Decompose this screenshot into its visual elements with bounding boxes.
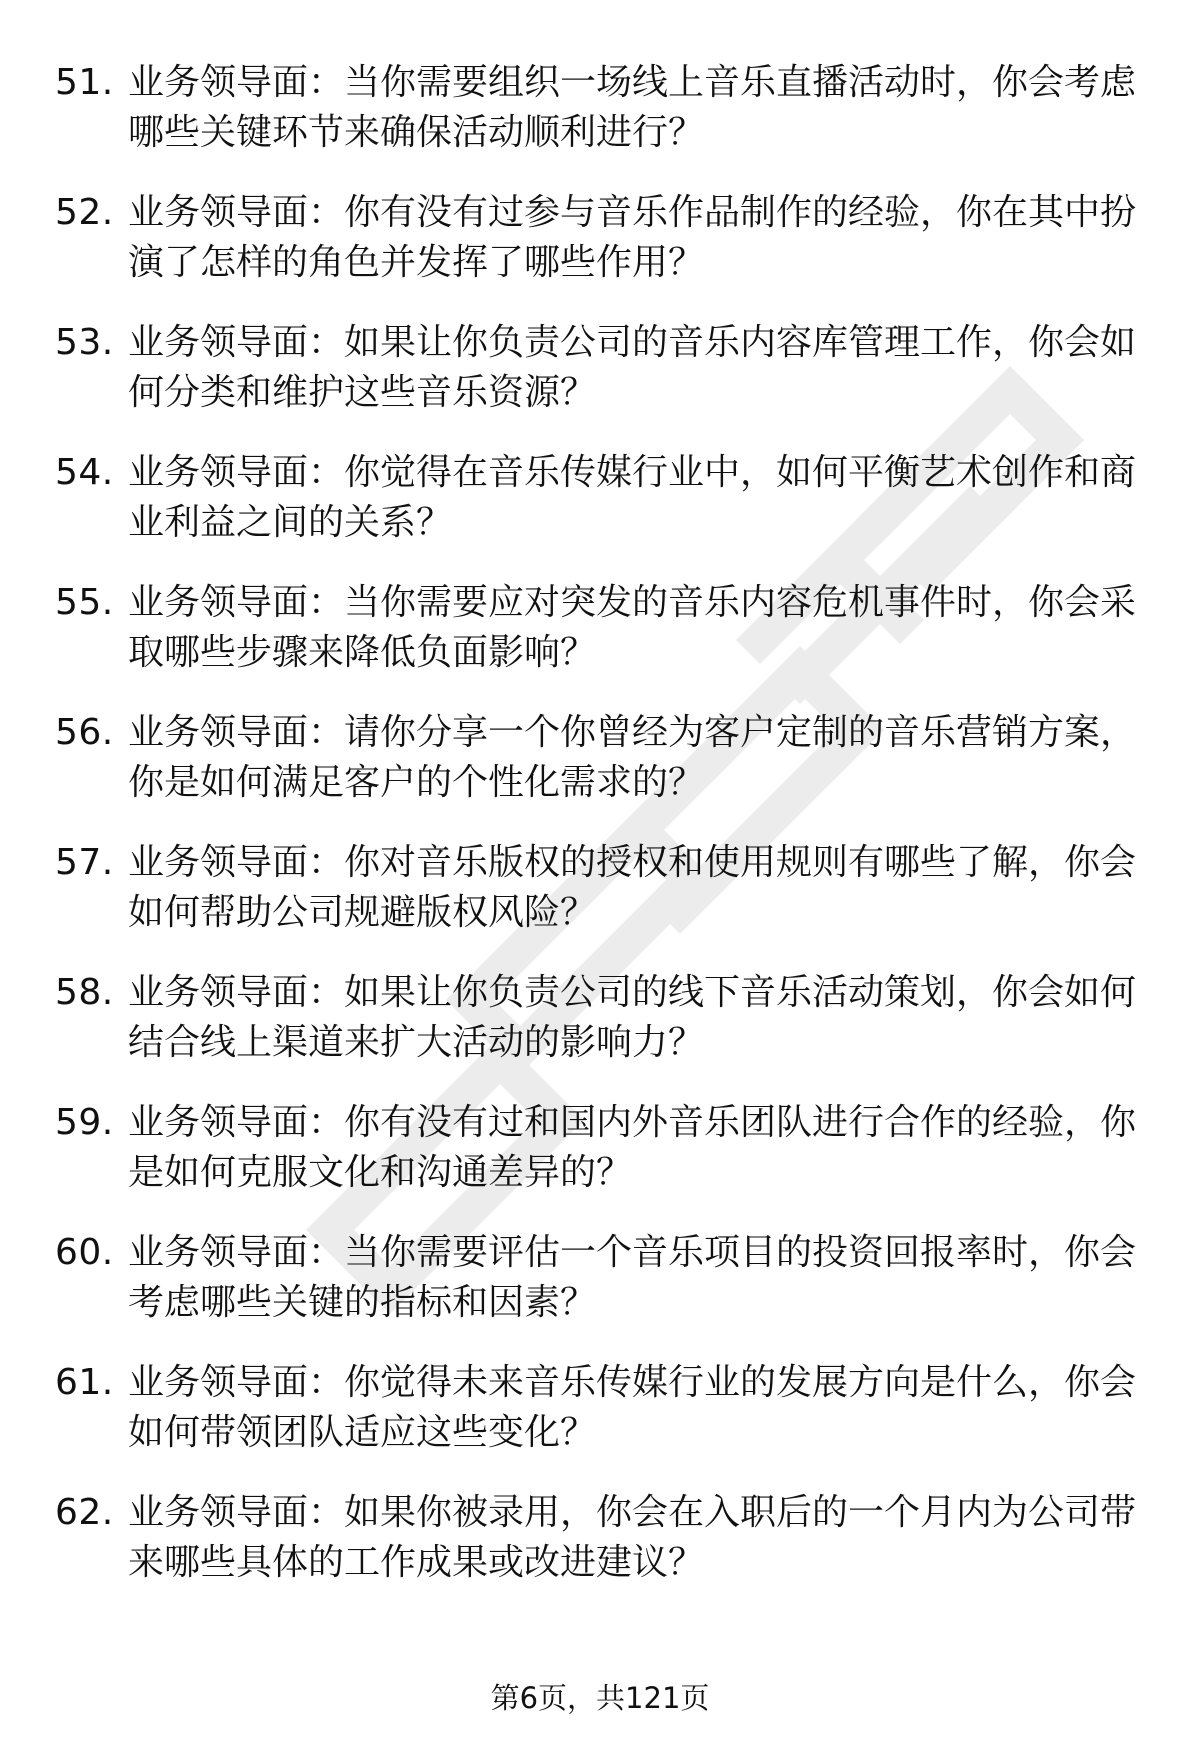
- question-item: [0, 188, 1200, 318]
- question-text: 业务领导面：你有没有过参与音乐作品制作的经验，你在其中扮演了怎样的角色并发挥了哪些作用？: [128, 192, 1137, 283]
- question-number: 60.: [55, 1232, 114, 1273]
- question-item: [0, 448, 1200, 578]
- question-text: 业务领导面：你觉得未来音乐传媒行业的发展方向是什么，你会如何带领团队适应这些变化？: [128, 1362, 1137, 1453]
- question-text: 业务领导面：你有没有过和国内外音乐团队进行合作的经验，你是如何克服文化和沟通差异的？: [128, 1102, 1137, 1193]
- question-number: 51.: [55, 62, 114, 103]
- question-number: 55.: [55, 582, 114, 623]
- question-item: [0, 318, 1200, 448]
- question-list: [0, 58, 1200, 1618]
- question-item: [0, 1098, 1200, 1228]
- question-number: 54.: [55, 452, 114, 493]
- question-number: 56.: [55, 712, 114, 753]
- question-text: 业务领导面：请你分享一个你曾经为客户定制的音乐营销方案，你是如何满足客户的个性化需求的？: [128, 712, 1137, 803]
- question-item: [0, 708, 1200, 838]
- page-footer: 第6页，共121页: [490, 1681, 710, 1715]
- question-item: [0, 968, 1200, 1098]
- question-item: [0, 578, 1200, 708]
- question-number: 53.: [55, 322, 114, 363]
- question-text: 业务领导面：当你需要应对突发的音乐内容危机事件时，你会采取哪些步骤来降低负面影响？: [128, 582, 1137, 673]
- question-number: 58.: [55, 972, 114, 1013]
- question-text: 业务领导面：当你需要组织一场线上音乐直播活动时，你会考虑哪些关键环节来确保活动顺利进行？: [128, 62, 1137, 153]
- question-number: 61.: [55, 1362, 114, 1403]
- question-number: 62.: [55, 1492, 114, 1533]
- question-number: 57.: [55, 842, 114, 883]
- question-text: 业务领导面：你对音乐版权的授权和使用规则有哪些了解，你会如何帮助公司规避版权风险？: [128, 842, 1137, 933]
- question-number: 52.: [55, 192, 114, 233]
- question-text: 业务领导面：你觉得在音乐传媒行业中，如何平衡艺术创作和商业利益之间的关系？: [128, 452, 1137, 543]
- question-item: [0, 58, 1200, 188]
- question-item: [0, 1358, 1200, 1488]
- question-item: [0, 838, 1200, 968]
- question-item: [0, 1488, 1200, 1618]
- question-item: [0, 1228, 1200, 1358]
- question-text: 业务领导面：如果你被录用，你会在入职后的一个月内为公司带来哪些具体的工作成果或改进建议？: [128, 1492, 1137, 1583]
- question-text: 业务领导面：当你需要评估一个音乐项目的投资回报率时，你会考虑哪些关键的指标和因素？: [128, 1232, 1137, 1323]
- question-text: 业务领导面：如果让你负责公司的线下音乐活动策划，你会如何结合线上渠道来扩大活动的影响力？: [128, 972, 1137, 1063]
- question-text: 业务领导面：如果让你负责公司的音乐内容库管理工作，你会如何分类和维护这些音乐资源？: [128, 322, 1137, 413]
- question-number: 59.: [55, 1102, 114, 1143]
